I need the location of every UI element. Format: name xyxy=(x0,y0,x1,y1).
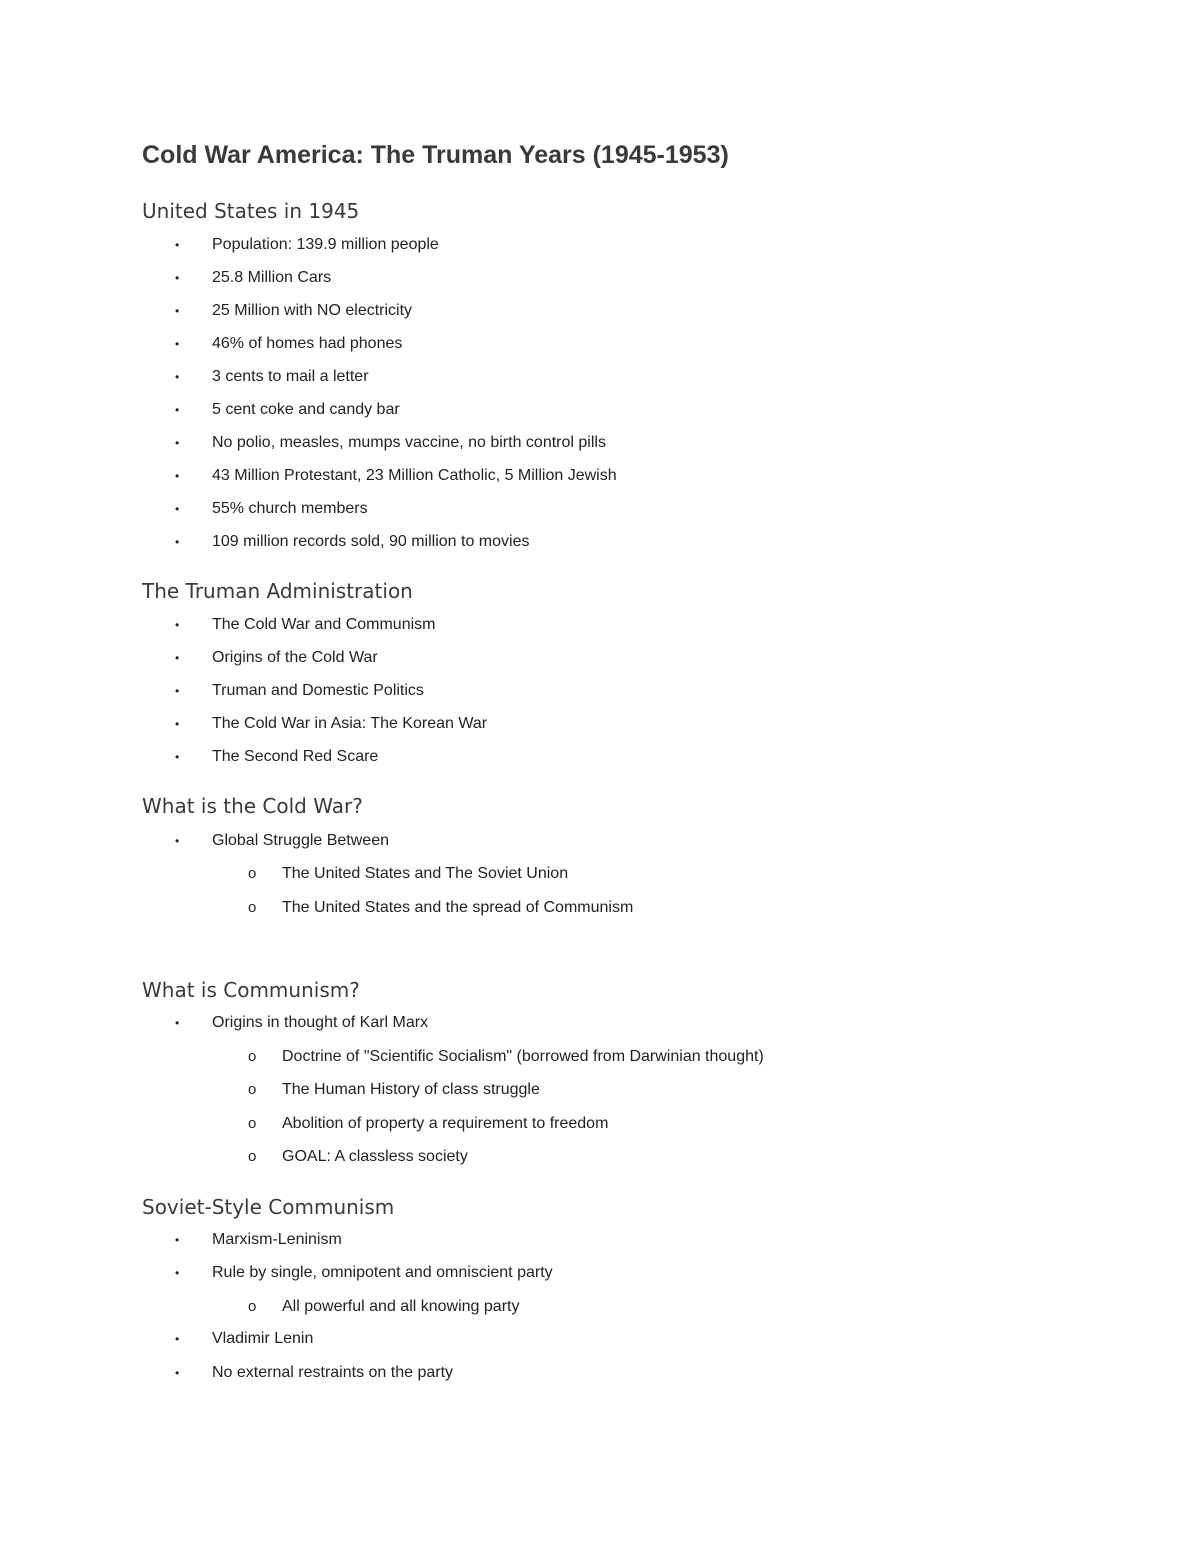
list-item xyxy=(175,433,606,453)
list-item-text: 3 cents to mail a letter xyxy=(212,368,369,385)
list-item-text: All powerful and all knowing party xyxy=(282,1298,520,1315)
bullet-icon: • xyxy=(175,403,180,417)
bullet-icon: • xyxy=(175,502,180,516)
list-item-text: Vladimir Lenin xyxy=(212,1330,314,1347)
bullet-icon: • xyxy=(175,834,180,848)
list-item-text: 109 million records sold, 90 million to movies xyxy=(212,533,530,550)
list-item xyxy=(175,301,413,321)
list-item-text: Marxism-Leninism xyxy=(212,1231,342,1248)
list-item xyxy=(175,400,400,420)
list-item-text: Doctrine of "Scientific Socialism" (borrowed from Darwinian thought) xyxy=(282,1048,764,1065)
list-item xyxy=(175,1363,454,1383)
sub-bullet-icon: o xyxy=(248,1115,257,1132)
list-item-text: GOAL: A classless society xyxy=(282,1148,468,1165)
list-item xyxy=(175,1263,553,1283)
list-item xyxy=(175,831,389,851)
bullet-icon: • xyxy=(175,1332,180,1346)
bullet-icon: • xyxy=(175,304,180,318)
heading-what-is-communism: What is Communism? xyxy=(142,978,360,1002)
list-item-text: 25.8 Million Cars xyxy=(212,269,332,286)
bullet-icon: • xyxy=(175,717,180,731)
sub-list-item xyxy=(248,1114,609,1134)
sub-bullet-icon: o xyxy=(248,1081,257,1098)
bullet-icon: • xyxy=(175,271,180,285)
bullet-icon: • xyxy=(175,370,180,384)
list-item-text: Truman and Domestic Politics xyxy=(212,682,424,699)
list-item xyxy=(175,1329,314,1349)
list-item-text: 25 Million with NO electricity xyxy=(212,302,413,319)
list-item xyxy=(175,648,378,668)
bullet-icon: • xyxy=(175,1266,180,1280)
bullet-icon: • xyxy=(175,1233,180,1247)
list-item xyxy=(175,367,369,387)
sub-list-item xyxy=(248,1147,468,1167)
list-item-text: Origins in thought of Karl Marx xyxy=(212,1014,429,1031)
sub-list-item xyxy=(248,1047,764,1067)
list-item-text: The Cold War and Communism xyxy=(212,616,436,633)
sub-list-item xyxy=(248,864,569,884)
bullet-icon: • xyxy=(175,1366,180,1380)
list-item xyxy=(175,1013,429,1033)
bullet-icon: • xyxy=(175,436,180,450)
list-item-text: The Second Red Scare xyxy=(212,748,379,765)
list-item-text: Global Struggle Between xyxy=(212,832,389,849)
sub-list-item xyxy=(248,1297,520,1317)
bullet-icon: • xyxy=(175,535,180,549)
bullet-icon: • xyxy=(175,684,180,698)
heading-what-is-cold-war: What is the Cold War? xyxy=(142,794,363,818)
bullet-icon: • xyxy=(175,618,180,632)
bullet-icon: • xyxy=(175,651,180,665)
sub-list-item xyxy=(248,1080,540,1100)
sub-bullet-icon: o xyxy=(248,1148,257,1165)
list-item xyxy=(175,499,368,519)
bullet-icon: • xyxy=(175,469,180,483)
list-item xyxy=(175,334,403,354)
list-item-text: The United States and The Soviet Union xyxy=(282,865,569,882)
sub-bullet-icon: o xyxy=(248,899,257,916)
heading-truman-administration: The Truman Administration xyxy=(142,579,413,603)
list-item-text: No external restraints on the party xyxy=(212,1364,454,1381)
list-item-text: 5 cent coke and candy bar xyxy=(212,401,400,418)
list-item xyxy=(175,747,379,767)
list-item-text: The Cold War in Asia: The Korean War xyxy=(212,715,488,732)
list-item xyxy=(175,1230,342,1250)
list-item xyxy=(175,268,332,288)
sub-bullet-icon: o xyxy=(248,865,257,882)
list-item-text: Population: 139.9 million people xyxy=(212,236,439,253)
list-item-text: Rule by single, omnipotent and omniscient party xyxy=(212,1264,553,1281)
heading-united-states-1945: United States in 1945 xyxy=(142,199,360,223)
list-item-text: No polio, measles, mumps vaccine, no birth control pills xyxy=(212,434,606,451)
list-item-text: Origins of the Cold War xyxy=(212,649,378,666)
list-item xyxy=(175,466,617,486)
list-item-text: Abolition of property a requirement to freedom xyxy=(282,1115,609,1132)
list-item-text: 55% church members xyxy=(212,500,368,517)
list-item xyxy=(175,532,530,552)
bullet-icon: • xyxy=(175,238,180,252)
list-item xyxy=(175,714,488,734)
bullet-icon: • xyxy=(175,1016,180,1030)
list-item-text: 43 Million Protestant, 23 Million Catholic, 5 Million Jewish xyxy=(212,467,617,484)
list-item-text: 46% of homes had phones xyxy=(212,335,403,352)
list-item-text: The Human History of class struggle xyxy=(282,1081,540,1098)
list-item xyxy=(175,235,439,255)
document-title: Cold War America: The Truman Years (1945-1953) xyxy=(142,141,729,169)
list-item xyxy=(175,681,424,701)
sub-bullet-icon: o xyxy=(248,1298,257,1315)
list-item-text: The United States and the spread of Communism xyxy=(282,899,634,916)
bullet-icon: • xyxy=(175,337,180,351)
list-item xyxy=(175,615,436,635)
sub-list-item xyxy=(248,898,634,918)
heading-soviet-style-communism: Soviet-Style Communism xyxy=(142,1195,395,1219)
sub-bullet-icon: o xyxy=(248,1048,257,1065)
bullet-icon: • xyxy=(175,750,180,764)
